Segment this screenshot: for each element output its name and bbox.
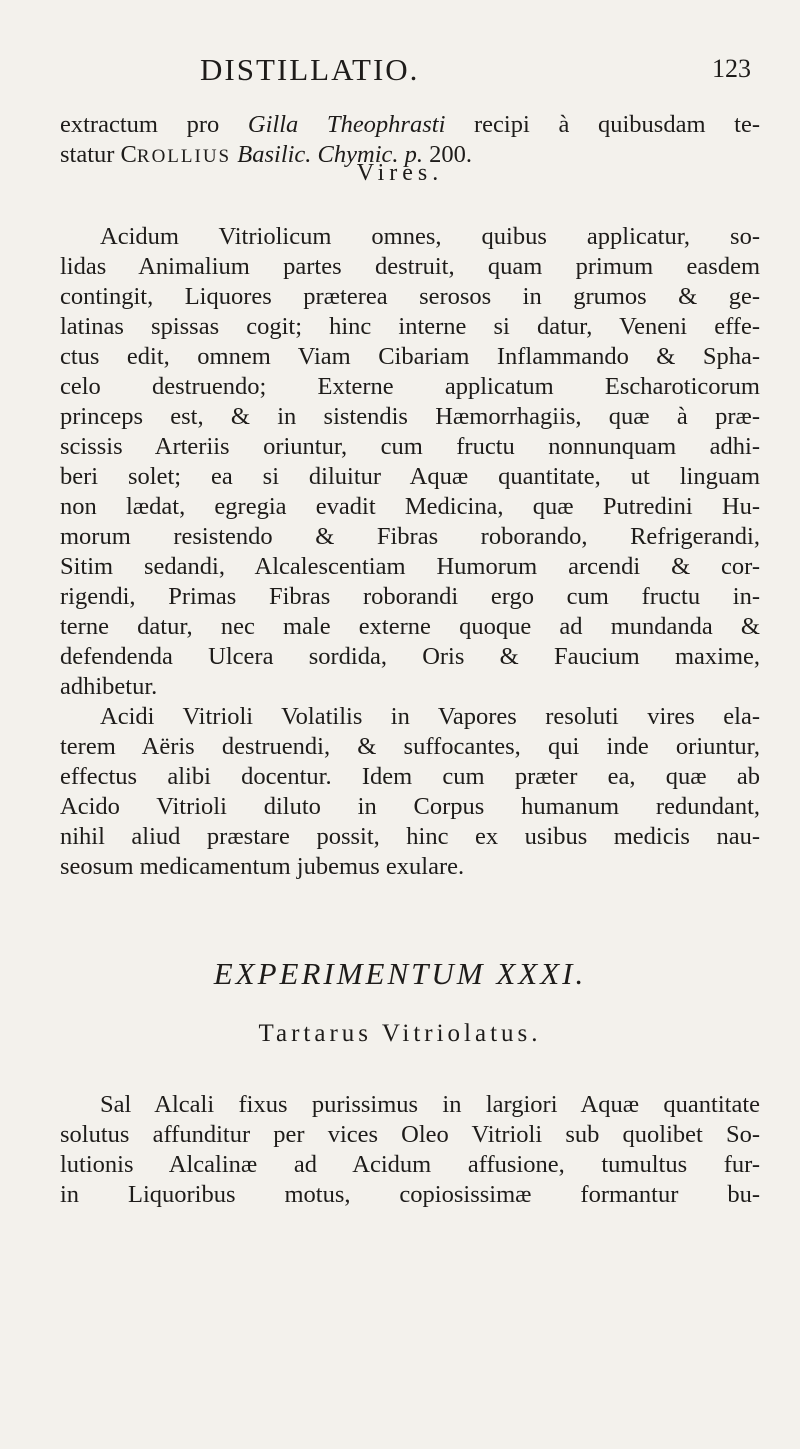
text-line: rigendi, Primas Fibras roborandi ergo cum fructu in- xyxy=(60,583,760,610)
text-line: defendenda Ulcera sordida, Oris & Faucium maxime, xyxy=(60,643,760,670)
text-line: Acidum Vitriolicum omnes, quibus applicatur, so- xyxy=(100,223,760,250)
text-line: Acido Vitrioli diluto in Corpus humanum redundant, xyxy=(60,793,760,820)
text-line: seosum medicamentum jubemus exulare. xyxy=(60,853,465,880)
experiment-heading: EXPERIMENTUM XXXI. xyxy=(213,956,587,991)
text-line: terne datur, nec male externe quoque ad mundanda & xyxy=(60,613,760,640)
running-title: DISTILLATIO. xyxy=(200,52,420,87)
text-line: nihil aliud præstare possit, hinc ex usibus medicis nau- xyxy=(60,823,760,850)
experiment-subtitle: Tartarus Vitriolatus. xyxy=(258,1020,542,1047)
text-line: princeps est, & in sistendis Hæmorrhagiis, quæ à præ- xyxy=(60,403,760,430)
text-line: lidas Animalium partes destruit, quam primum easdem xyxy=(60,253,760,280)
text-line: extractum pro Gilla Theophrasti recipi à quibusdam te- xyxy=(60,111,760,138)
text-line: solutus affunditur per vices Oleo Vitrioli sub quolibet So- xyxy=(60,1121,760,1148)
text-line: Acidi Vitrioli Volatilis in Vapores resoluti vires ela- xyxy=(100,703,760,730)
page-number: 123 xyxy=(712,54,751,83)
text-line: latinas spissas cogit; hinc interne si datur, Veneni effe- xyxy=(60,313,760,340)
text-line: non lædat, egregia evadit Medicina, quæ Putredini Hu- xyxy=(60,493,760,520)
text-line: celo destruendo; Externe applicatum Escharoticorum xyxy=(60,373,760,400)
running-header xyxy=(0,52,800,92)
text-line: in Liquoribus motus, copiosissimæ formantur bu- xyxy=(60,1181,760,1208)
text-line: scissis Arteriis oriuntur, cum fructu nonnunquam adhi- xyxy=(60,433,760,460)
text-line: Sal Alcali fixus purissimus in largiori Aquæ quantitate xyxy=(100,1091,760,1118)
text-line: ctus edit, omnem Viam Cibariam Inflammando & Spha- xyxy=(60,343,760,370)
text-line: terem Aëris destruendi, & suffocantes, qui inde oriuntur, xyxy=(60,733,760,760)
text-line: beri solet; ea si diluitur Aquæ quantitate, ut linguam xyxy=(60,463,760,490)
text-line: lutionis Alcalinæ ad Acidum affusione, tumultus fur- xyxy=(60,1151,760,1178)
text-line: contingit, Liquores præterea serosos in grumos & ge- xyxy=(60,283,760,310)
section-title-vires: Vires. xyxy=(356,160,444,186)
text-line: adhibetur. xyxy=(60,673,158,700)
text-line: effectus alibi docentur. Idem cum præter ea, quæ ab xyxy=(60,763,760,790)
text-line: Sitim sedandi, Alcalescentiam Humorum arcendi & cor- xyxy=(60,553,760,580)
text-line: morum resistendo & Fibras roborando, Refrigerandi, xyxy=(60,523,760,550)
text-line: statur CROLLIUS Basilic. Chymic. p. 200. xyxy=(60,141,473,168)
